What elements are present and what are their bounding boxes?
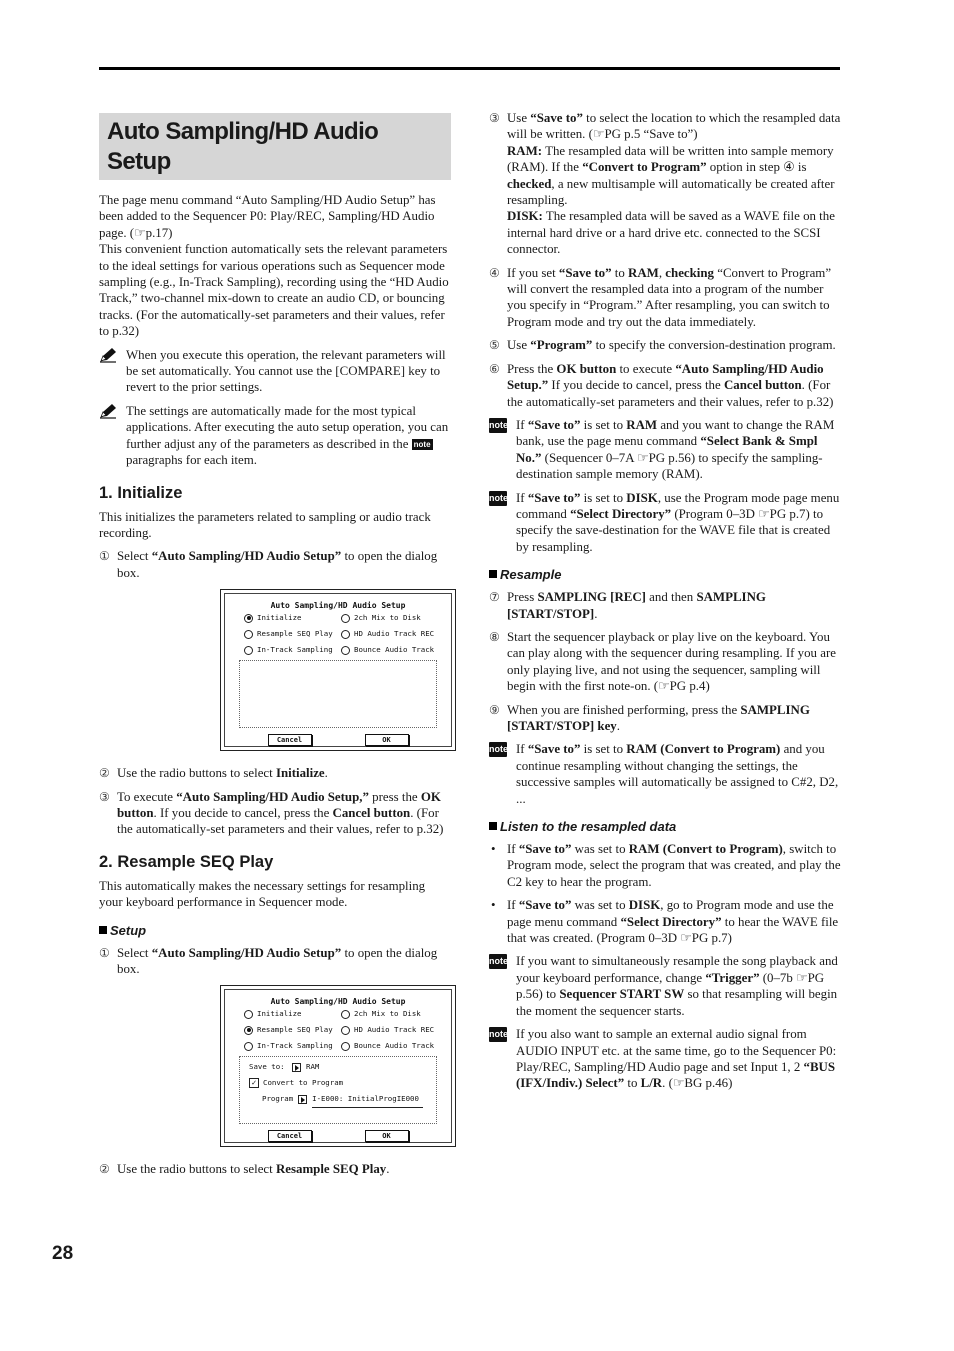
radio-bounce-audio-track[interactable]: Bounce Audio Track [341, 1038, 438, 1054]
section-heading-initialize: 1. Initialize [99, 483, 183, 502]
subheading-listen: Listen to the resampled data [489, 819, 841, 835]
dialog-title: Auto Sampling/HD Audio Setup [270, 601, 406, 611]
radio-resample-seq-play[interactable]: Resample SEQ Play [244, 626, 341, 642]
radio-hd-audio-track-rec[interactable]: HD Audio Track REC [341, 626, 438, 642]
convert-to-program-checkbox[interactable]: ✓ [249, 1078, 259, 1088]
pencil-note-text: When you execute this operation, the relevant parameters will be set automatically. You cannot use the [COMPARE] key to revert to the prior settings. [126, 347, 446, 395]
dialog-resample-seq-play [220, 985, 456, 1147]
save-to-popup[interactable] [292, 1063, 301, 1072]
section-description: This automatically makes the necessary settings for resampling your keyboard performance in Sequencer mode. [99, 878, 426, 910]
note-block: note If you want to simultaneously resample the song playback and your keyboard performance, change “Trigger” (0–7b ☞PG p.56) to Sequencer START SW so that resampling will begin the moment the sequencer starts. [489, 954, 838, 1018]
bullet-item: • If “Save to” was set to DISK, go to Program mode and use the page menu command “Select Directory” to hear the WAVE file that was created. (Program 0–3D ☞PG p.7) [491, 898, 839, 946]
radio-hd-audio-track-rec[interactable]: HD Audio Track REC [341, 1022, 438, 1038]
step-item: ① Select “Auto Sampling/HD Audio Setup” to open the dialog box. [99, 549, 438, 580]
step-item: ⑥ Press the OK button to execute “Auto Sampling/HD Audio Setup.” If you decide to cancel, press the Cancel button. (For the automatically-set parameters and their values, refer to p.32) [489, 361, 834, 409]
top-rule [99, 67, 840, 70]
convert-to-program-label: Convert to Program [263, 1078, 344, 1088]
intro-paragraph-2: This convenient function automatically sets the relevant parameters to the ideal settings for various operations such as Sequencer mode sampling (e.g., In-Track Sampling), recording using the “HD Audio Track,” two-channel mix-down to create an audio CD, or bouncing tracks. (For the automatically-set parameters and their values, refer to p.32) [99, 242, 449, 339]
dialog-initialize [220, 589, 456, 751]
step-item: ③ Use “Save to” to select the location to which the resampled data will be written. (☞PG p.5 “Save to”) RAM: The resampled data will be written into sample memory (RAM). If the “Convert to Program” option in step ④ is checked, a new multisample will automatically be created after resampling. DISK: The resampled data will be saved as a WAVE file on the internal hard drive or a hard drive etc. connected to the SCSI connector. [489, 111, 841, 257]
step-item: ⑤ Use “Program” to specify the conversion-destination program. [489, 338, 836, 353]
step-item: ② Use the radio buttons to select Initialize. [99, 766, 328, 781]
section-heading-resample-seq-play: 2. Resample SEQ Play [99, 852, 274, 871]
cancel-button[interactable]: Cancel [268, 734, 312, 746]
left-column [99, 105, 451, 1185]
step-number: ① [99, 549, 110, 564]
ok-button[interactable]: OK [365, 1130, 409, 1142]
radio-initialize[interactable]: Initialize [244, 1006, 341, 1022]
note-icon: note [489, 418, 507, 433]
step-item: ① Select “Auto Sampling/HD Audio Setup” to open the dialog box. [99, 945, 438, 976]
program-popup[interactable] [298, 1095, 307, 1104]
title-bar [99, 113, 451, 180]
note-block: note If “Save to” is set to RAM and you want to change the RAM bank, use the page menu command “Select Bank & Smpl No.” (Sequencer 0–7A ☞PG p.56) to specify the sampling-destination sample memory (RAM). [489, 417, 835, 482]
radio-2ch-mix[interactable]: 2ch Mix to Disk [341, 1006, 438, 1022]
program-label: Program [262, 1094, 294, 1104]
note-icon: note [413, 439, 431, 449]
program-value[interactable]: I-E000: InitialProgIE000 [312, 1091, 423, 1108]
note-icon: note [489, 1027, 507, 1042]
right-column [489, 110, 841, 1099]
step-item: ② Use the radio buttons to select Resample SEQ Play. [99, 1162, 390, 1177]
dialog-parameter-area [239, 660, 437, 728]
section-description: This initializes the parameters related to sampling or audio track recording. [99, 509, 431, 540]
pencil-note-text: The settings are automatically made for the most typical applications. After executing the auto setup operation, you can further adjust any of the parameters as described in the note paragraphs for each item. [126, 403, 449, 468]
radio-2ch-mix[interactable]: 2ch Mix to Disk [341, 610, 438, 626]
note-icon: note [489, 491, 507, 506]
step-item: ③ To execute “Auto Sampling/HD Audio Setup,” press the OK button. If you decide to cancel, press the Cancel button. (For the automatically-set parameters and their values, refer to p.32) [99, 789, 444, 837]
note-icon: note [489, 954, 507, 969]
dialog-parameter-area [239, 1056, 437, 1124]
intro-paragraph: The page menu command “Auto Sampling/HD Audio Setup” has been added to the Sequencer P0: Play/REC, Sampling/HD Audio page. (☞p.17) [99, 193, 436, 240]
pencil-icon [99, 347, 117, 363]
pencil-icon [99, 403, 117, 419]
note-block: note If “Save to” is set to RAM (Convert to Program) and you continue resampling without changing the settings, the successive samples will automatically be assigned to C#2, D2, ... [489, 742, 839, 806]
pencil-note [99, 403, 451, 469]
note-icon: note [489, 742, 507, 757]
subheading-resample: Resample [489, 567, 841, 583]
radio-resample-seq-play[interactable]: Resample SEQ Play [244, 1022, 341, 1038]
page-number: 28 [52, 1243, 74, 1264]
note-block: note If “Save to” is set to DISK, use the Program mode page menu command “Select Directory” (Program 0–3D ☞PG p.7) to specify the save-destination for the WAVE file that is created by resampling. [489, 490, 840, 554]
save-to-value: RAM [306, 1062, 320, 1072]
page-title: Auto Sampling/HD Audio Setup [107, 118, 379, 175]
pencil-note [99, 347, 451, 396]
dialog-title: Auto Sampling/HD Audio Setup [270, 997, 406, 1007]
bullet-item: • If “Save to” was set to RAM (Convert to Program), switch to Program mode, select the program that was created, and play the C2 key to hear the program. [491, 842, 841, 889]
step-item: ⑧ Start the sequencer playback or play live on the keyboard. You can play along with the sequencer during resampling. If you are only playing live, and not using the sequencer, sampling will begin with the first note-on. (☞PG p.4) [489, 629, 836, 694]
save-to-label: Save to: [249, 1062, 285, 1072]
subheading-setup: Setup [99, 923, 451, 939]
radio-initialize[interactable]: Initialize [244, 610, 341, 626]
radio-bounce-audio-track[interactable]: Bounce Audio Track [341, 642, 438, 658]
step-item: ⑨ When you are finished performing, press the SAMPLING [START/STOP] key. [489, 702, 810, 733]
radio-in-track-sampling[interactable]: In-Track Sampling [244, 642, 341, 658]
step-item: ④ If you set “Save to” to RAM, checking “Convert to Program” will convert the resampled data into a program of the number you specify in “Program.” After resampling, you can switch to Program mode and try out the data immediately. [489, 265, 832, 329]
cancel-button[interactable]: Cancel [268, 1130, 312, 1142]
step-item: ⑦ Press SAMPLING [REC] and then SAMPLING [START/STOP]. [489, 590, 766, 621]
note-block: note If you also want to sample an external audio signal from AUDIO INPUT etc. at the same time, go to the Sequencer P0: Play/REC, Sampling/HD Audio page and set Input 1, 2 “BUS (IFX/Indiv.) Select” to L/R. (☞BG p.46) [489, 1027, 837, 1091]
ok-button[interactable]: OK [365, 734, 409, 746]
radio-in-track-sampling[interactable]: In-Track Sampling [244, 1038, 341, 1054]
